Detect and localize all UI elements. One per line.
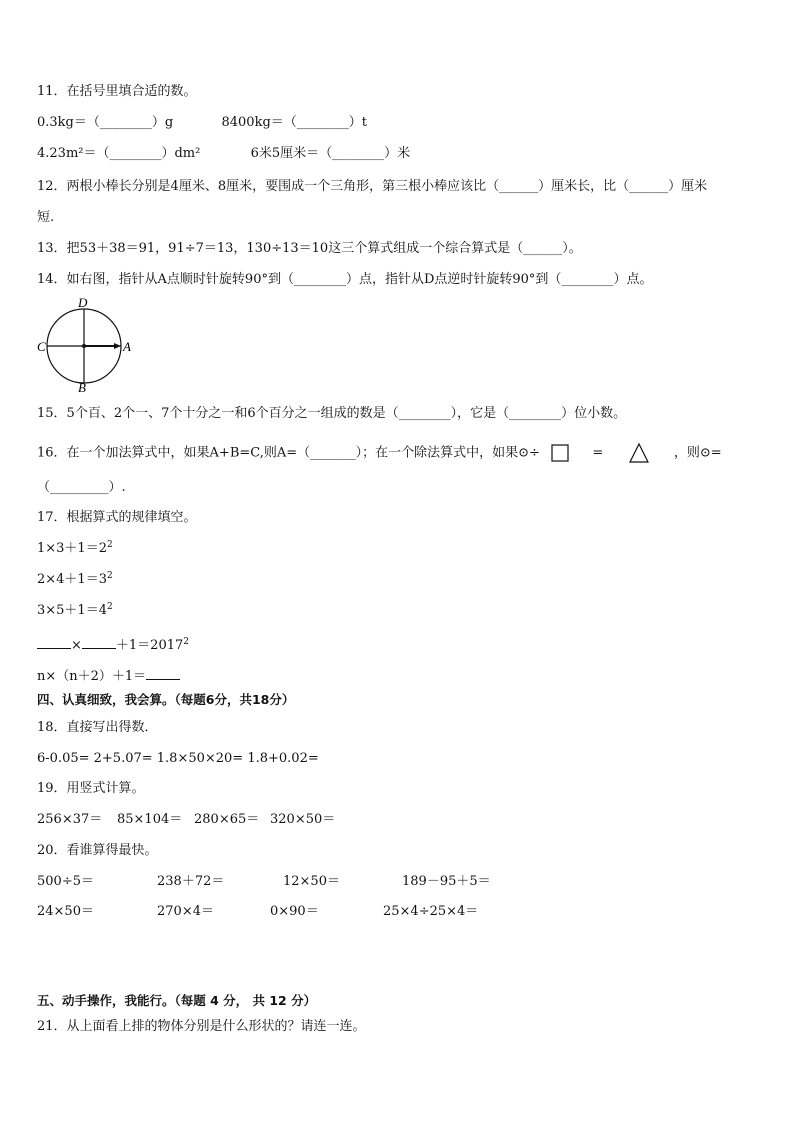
q11-row1 [37,115,367,131]
q17-blank-3 [146,667,180,680]
q17-tail-exp: 2 [183,637,189,647]
q19-title: 19．用竖式计算。 [37,781,145,796]
q18-title: 18．直接写出得数． [37,720,158,735]
label-a: A [123,339,131,354]
q17-blank-2 [82,636,116,649]
q14-text: 14．如右图，指针从A点顺时针旋转90°到（________）点，指针从D点逆时针旋转90°到（________）点。 [37,272,653,287]
q17-times: × [71,638,82,653]
q20-title: 20．看谁算得最快。 [37,843,158,858]
label-d: D [78,296,88,310]
q15-text: 15．5个百、2个一、7个十分之一和6个百分之一组成的数是（________），它是（________）位小数。 [37,406,627,421]
label-c: C [37,339,46,354]
q17-title: 17．根据算式的规律填空。 [37,510,197,525]
q17-blank-1 [37,636,71,649]
q11-title: 11．在括号里填合适的数。 [37,84,197,99]
q16-line1 [37,442,722,464]
clock-dial-figure [36,296,136,394]
q20-r2-2: 270×4＝ [157,904,214,919]
q20-r1-2: 238＋72＝ [157,874,225,889]
section5-heading: 五、动手操作，我能行。（每题 4 分， 共 12 分） [37,993,317,1008]
q13-text: 13．把53＋38＝91，91÷7＝13，130÷13＝10这三个算式组成一个综合算式是（______）。 [37,241,582,256]
pointer-arrowhead [114,343,121,349]
dial-center-dot [82,344,86,348]
q20-r1-3: 12×50＝ [283,874,340,889]
q11-item-2: 8400kg＝（________）t [221,115,367,130]
q11-item-4: 6米5厘米＝（________）米 [250,146,411,161]
section4-heading: 四、认真细致，我会算。（每题6分，共18分） [37,692,295,707]
q20-r1-1: 500÷5＝ [37,874,94,889]
q19-item-2: 85×104＝ [117,812,183,827]
q17-row-3-expr: 3×5＋1＝4 [37,603,107,618]
q17-n-row [37,667,180,685]
q17-row-2-expr: 2×4＋1＝3 [37,572,107,587]
q20-r1-4: 189－95＋5＝ [402,874,491,889]
q19-item-3: 280×65＝ [194,812,260,827]
q11-item-3: 4.23m²＝（________）dm² [37,146,201,161]
q17-n-expr: n×（n＋2）＋1＝ [37,669,147,684]
q17-blank-row [37,636,189,654]
q18-items: 6-0.05= 2+5.07= 1.8×50×20= 1.8+0.02= [37,751,319,766]
triangle-shape-icon [628,442,650,464]
q11-row2 [37,146,410,162]
q12-line2: 短. [37,210,55,225]
label-b: B [78,380,86,394]
q20-r2-3: 0×90＝ [270,904,319,919]
q17-row-2 [37,572,113,588]
q21-title: 21．从上面看上排的物体分别是什么形状的？请连一连。 [37,1019,366,1034]
q17-row-3-exp: 2 [106,602,113,612]
q12-line1: 12．两根小棒长分别是4厘米、8厘米，要围成一个三角形，第三根小棒应该比（______）厘米长，比（______）厘米 [37,179,708,194]
q11-item-1: 0.3kg＝（________）g [37,115,174,130]
q17-row-2-exp: 2 [106,571,113,581]
q17-row-3 [37,603,113,619]
q16-part1: 16．在一个加法算式中，如果A+B=C,则A=（_______）；在一个除法算式中，如果⊙÷ [37,445,540,461]
q17-tail: ＋1＝2017 [115,638,184,653]
q19-item-1: 256×37＝ [37,812,103,827]
q17-row-1 [37,541,113,557]
q17-row-1-exp: 2 [106,540,113,550]
q16-line2: （_________）. [37,480,126,495]
q16-part2: ，则⊙= [673,445,722,461]
q16-equals: = [592,445,604,461]
square-shape-icon [550,443,572,463]
q19-item-4: 320×50＝ [270,812,336,827]
q17-row-1-expr: 1×3＋1＝2 [37,541,107,556]
q20-r2-1: 24×50＝ [37,904,94,919]
q20-r2-4: 25×4÷25×4＝ [383,904,479,919]
